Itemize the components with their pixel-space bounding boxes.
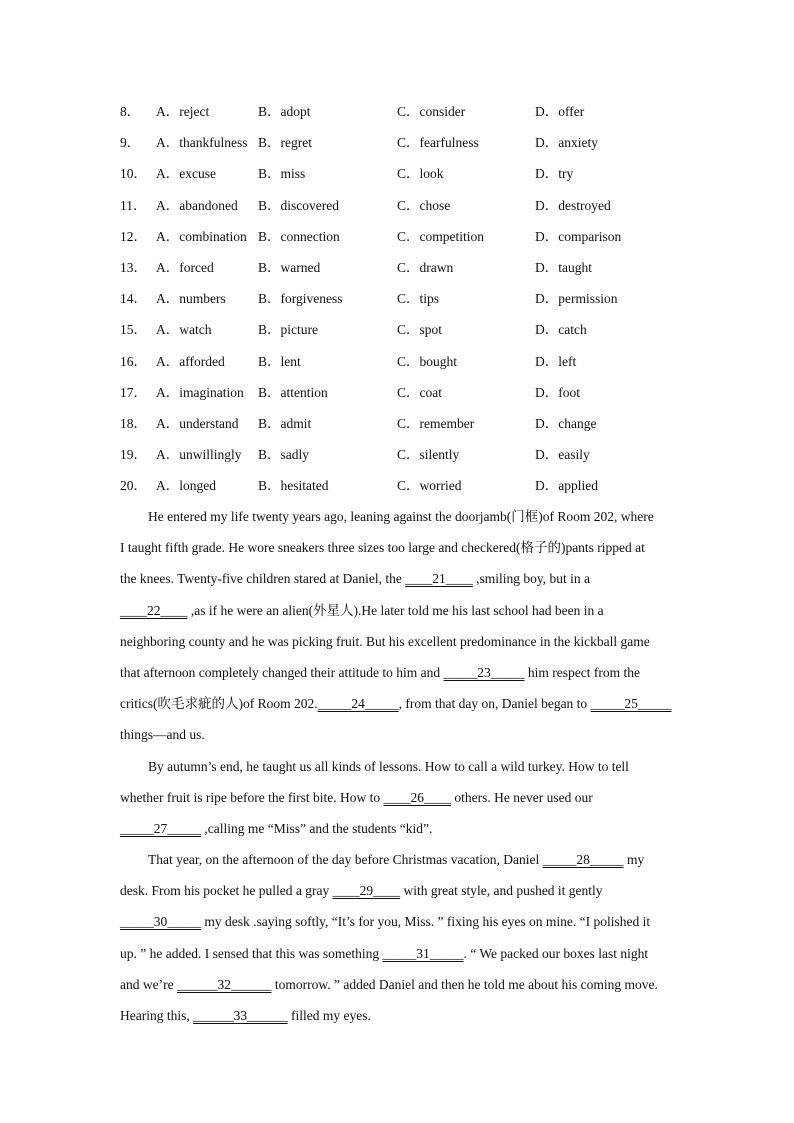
option-b: B．sadly <box>258 447 310 463</box>
option-b: B．regret <box>258 135 312 151</box>
option-c: C．look <box>397 166 444 182</box>
blank-21: ____21____ <box>405 571 473 587</box>
option-b: B．forgiveness <box>258 291 343 307</box>
option-d: D．change <box>535 416 597 431</box>
passage-line: things—and us. <box>120 727 205 743</box>
option-c: C．chose <box>397 197 451 213</box>
option-b: B．adopt <box>258 104 311 119</box>
blank-27: _____27_____ <box>120 820 201 836</box>
option-a: A．forced <box>156 260 214 275</box>
passage-line: _____27_____ ,calling me “Miss” and the students “kid”. <box>120 820 433 836</box>
option-d: D．try <box>535 166 574 182</box>
question-number: 10． <box>120 166 147 182</box>
option-c: C．fearfulness <box>397 135 479 151</box>
question-number: 17． <box>120 384 147 400</box>
blank-25: _____25_____ <box>590 696 672 712</box>
option-d: D．catch <box>535 322 587 338</box>
option-b: B．miss <box>258 166 306 182</box>
passage-line: By autumn’s end, he taught us all kinds of lessons. How to call a wild turkey. How to tell <box>148 758 629 774</box>
option-b: B．hesitated <box>258 478 329 494</box>
option-a: A．excuse <box>156 166 216 182</box>
option-a: A．combination <box>156 228 247 244</box>
question-number: 19． <box>120 447 147 463</box>
option-b: B．attention <box>258 384 328 400</box>
option-c: C．silently <box>397 447 460 463</box>
question-number: 18． <box>120 416 147 431</box>
option-b: B．discovered <box>258 197 339 213</box>
blank-24: _____24_____ <box>317 696 399 712</box>
passage-line: Hearing this, ______33______ filled my eyes. <box>120 1008 371 1023</box>
option-b: B．warned <box>258 260 321 275</box>
option-b: B．admit <box>258 416 312 431</box>
option-a: A．watch <box>156 322 212 338</box>
passage-line: neighboring county and he was picking fruit. But his excellent predominance in the kickball game <box>120 633 650 649</box>
blank-29: ____29____ <box>332 883 401 899</box>
option-a: A．unwillingly <box>156 447 242 463</box>
option-c: C．coat <box>397 384 442 400</box>
option-a: A．understand <box>156 416 239 431</box>
question-number: 20． <box>120 478 147 494</box>
option-b: B．picture <box>258 322 318 338</box>
passage-line: up. ” he added. I sensed that this was something _____31_____. “ We packed our boxes last night <box>120 945 649 961</box>
blank-26: ____26____ <box>383 789 452 805</box>
passage-line: desk. From his pocket he pulled a gray ____29____ with great style, and pushed it gently <box>120 883 603 899</box>
option-c: C．spot <box>397 322 443 338</box>
passage-line: He entered my life twenty years ago, leaning against the doorjamb(门框)of Room 202, where <box>148 509 654 524</box>
blank-28: _____28_____ <box>542 852 624 868</box>
option-d: D．anxiety <box>535 135 598 151</box>
option-c: C．consider <box>397 104 466 119</box>
option-a: A．imagination <box>156 384 244 400</box>
blank-31: _____31_____ <box>382 945 464 961</box>
option-a: A．numbers <box>156 291 226 307</box>
option-a: A．afforded <box>156 353 225 369</box>
blank-22: ____22____ <box>120 602 188 618</box>
passage-line: whether fruit is ripe before the first bite. How to ____26____ others. He never used our <box>120 789 593 805</box>
question-number: 14． <box>120 291 147 307</box>
option-d: D．comparison <box>535 228 622 244</box>
option-d: D．foot <box>535 384 580 400</box>
option-d: D．permission <box>535 291 618 307</box>
cloze-passage <box>120 506 680 1036</box>
option-d: D．easily <box>535 447 590 463</box>
option-d: D．offer <box>535 104 585 119</box>
option-b: B．lent <box>258 353 301 369</box>
option-d: D．left <box>535 353 577 369</box>
option-c: C．competition <box>397 228 484 244</box>
question-number: 8． <box>120 104 141 119</box>
question-number: 11． <box>120 197 147 213</box>
passage-line: That year, on the afternoon of the day before Christmas vacation, Daniel _____28_____ my <box>148 852 645 868</box>
blank-23: _____23_____ <box>443 664 525 680</box>
option-c: C．tips <box>397 291 440 307</box>
question-number: 12． <box>120 228 147 244</box>
option-c: C．bought <box>397 353 458 369</box>
question-number: 15． <box>120 322 147 338</box>
passage-line: the knees. Twenty-five children stared at Daniel, the ____21____ ,smiling boy, but in a <box>120 571 590 587</box>
blank-32: ______32______ <box>176 976 272 992</box>
passage-line: critics(吹毛求疵的人)of Room 202._____24_____, from that day on, Daniel began to _____25_____ <box>120 696 672 712</box>
option-a: A．longed <box>156 478 216 494</box>
option-c: C．drawn <box>397 260 454 275</box>
option-c: C．worried <box>397 478 462 494</box>
question-number: 9． <box>120 135 141 151</box>
blank-30: _____30_____ <box>120 914 201 930</box>
option-d: D．taught <box>535 260 592 275</box>
option-d: D．destroyed <box>535 197 611 213</box>
option-c: C．remember <box>397 416 475 431</box>
option-a: A．reject <box>156 104 210 119</box>
passage-line: ____22____ ,as if he were an alien(外星人).He later told me his last school had been in a <box>120 602 604 618</box>
blank-33: ______33______ <box>193 1008 288 1023</box>
option-b: B．connection <box>258 228 340 244</box>
passage-line: that afternoon completely changed their attitude to him and _____23_____ him respect from the <box>120 664 640 680</box>
question-number: 16． <box>120 353 147 369</box>
question-number: 13． <box>120 260 147 275</box>
passage-line: _____30_____ my desk .saying softly, “It’s for you, Miss. ” fixing his eyes on mine. “I polished it <box>120 914 651 930</box>
passage-line: and we’re ______32______ tomorrow. ” added Daniel and then he told me about his coming move. <box>120 976 658 992</box>
option-a: A．abandoned <box>156 197 238 213</box>
passage-line: I taught fifth grade. He wore sneakers three sizes too large and checkered(格子的)pants ripped at <box>120 540 645 556</box>
option-d: D．applied <box>535 478 598 494</box>
option-a: A．thankfulness <box>156 135 248 151</box>
